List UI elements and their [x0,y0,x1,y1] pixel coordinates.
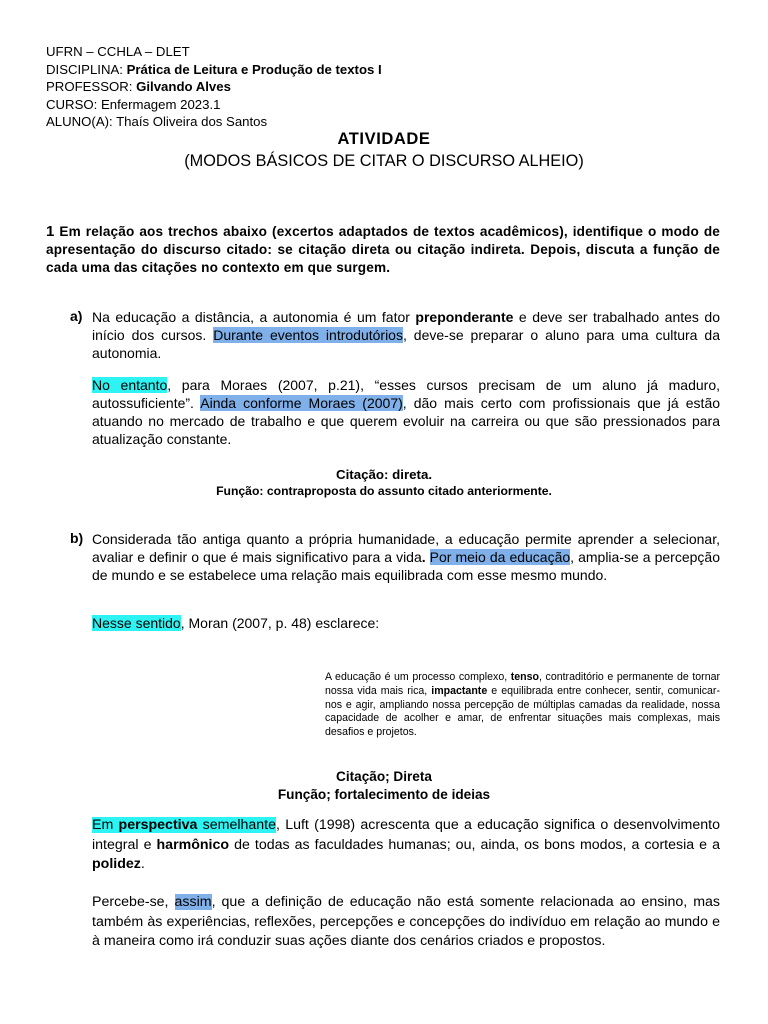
item-a-marker: a) [70,308,83,324]
item-a-paragraph-1: Na educação a distância, a autonomia é um fator preponderante e deve ser trabalhado antes do início dos cursos. Durante eventos introdutórios, deve-se preparar o aluno para uma cultura da autonomia. [92,309,720,361]
document-header [46,43,382,131]
item-a-function: Função: contraproposta do assunto citado anteriormente. [216,484,552,498]
institution-line: UFRN – CCHLA – DLET [46,44,190,59]
highlight: Por meio da educação [429,549,571,565]
highlight: No entanto [92,377,168,393]
item-b-paragraph-2: Nesse sentido, Moran (2007, p. 48) esclarece: [92,615,380,631]
question-number: 1 [46,223,55,240]
highlight: Ainda conforme Moraes (2007) [200,395,403,411]
item-b-citation-type: Citação; Direta [336,769,432,784]
page-subtitle: (MODOS BÁSICOS DE CITAR O DISCURSO ALHEIO) [184,152,584,170]
discipline-line: DISCIPLINA: Prática de Leitura e Produção de textos I [46,61,382,77]
highlight: Durante eventos introdutórios [213,327,403,343]
block-quotation: A educação é um processo complexo, tenso, contraditório e permanente de tornar nossa vida mais rica, impactante e equilibrada entre conhecer, sentir, comunicar-nos e agir, ampliando nossa percepção de múltiplas camadas da realidade, nossa capacidade de acolher e amar, de enfrentar situações mais complexas, mais desafios e projetos. [325,671,721,739]
highlight: Em perspectiva semelhante [92,817,277,833]
item-a-paragraph-2: No entanto, para Moraes (2007, p.21), “esses cursos precisam de um aluno já maduro, autossuficiente”. Ainda conforme Moraes (2007), dão mais certo com profissionais que já estão atuando no mercado de trabalho e que querem evoluir na carreira ou que são pressionados para atualização constante. [92,377,721,447]
question-statement: 1 Em relação aos trechos abaixo (excertos adaptados de textos acadêmicos), identifique o modo de apresentação do discurso citado: se citação direta ou citação indireta. Depois, discuta a função de cada uma das citações no contexto em que surgem. [46,223,720,276]
item-b-marker: b) [70,530,84,546]
item-b-paragraph-1: Considerada tão antiga quanto a própria humanidade, a educação permite aprender a selecionar, avaliar e definir o que é mais significativo para a vida. Por meio da educação, amplia-se a percepção de mundo e se estabelece uma relação mais equilibrada com esse mesmo mundo. [92,531,720,583]
page-title: ATIVIDADE [337,130,431,148]
item-a-citation-type: Citação: direta. [335,467,433,482]
highlight: assim [174,894,212,910]
item-b-paragraph-4: Percebe-se, assim, que a definição de educação não está somente relacionada ao ensino, mas também às experiências, reflexões, percepções e concepções do indivíduo em relação ao mundo e à maneira como irá conduzir suas ações diante dos cenários criados e propostos. [92,894,720,949]
course-line: CURSO: Enfermagem 2023.1 [46,96,221,112]
highlight: Nesse sentido [92,615,181,631]
item-b-paragraph-3: Em perspectiva semelhante, Luft (1998) acrescenta que a educação significa o desenvolvimento integral e harmônico de todas as faculdades humanas; ou, ainda, os bons modos, a cortesia e a polidez. [92,817,721,872]
student-line: ALUNO(A): Thaís Oliveira dos Santos [46,114,268,130]
item-b-function: Função; fortalecimento de ideias [277,787,491,802]
professor-line: PROFESSOR: Gilvando Alves [46,79,231,95]
